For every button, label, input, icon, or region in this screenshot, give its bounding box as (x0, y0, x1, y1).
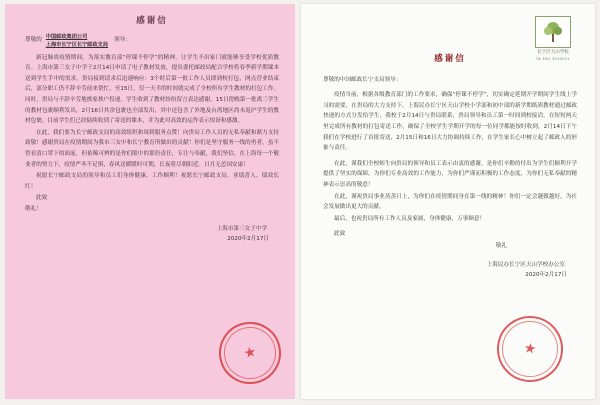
greeting-prefix: 尊敬的 (25, 37, 42, 44)
closing-1: 此致 (334, 231, 346, 238)
red-seal-stamp (213, 316, 287, 390)
recipient-line-1: 中国邮政集团公司 (45, 33, 88, 40)
letter-title: 感谢信 (434, 54, 466, 64)
logo-english: TA FAO SCHOOL (535, 56, 571, 61)
closing-2: 敬礼 (495, 242, 507, 249)
letter-paragraph: 祝愿长宁邮政支局的领导和员工们身体健康，工作顺利！祝愿长宁邮政支局，业绩喜人，绩效长红！ (25, 173, 279, 190)
closing-1: 此致 (36, 195, 48, 202)
letter-paragraph: 在此，谨我们全校师生向贵局的领导和员工表示由衷的感谢，是你们辛勤的付出为学生们顺利开学提供了坚实的保障。为你们专业高效的工作能力，为你们严谨而积极的工作态度，为你们无私奉献的精神表示崇高的敬意！ (323, 160, 577, 188)
signature: 上海民办长宁区天山学校办公室 (486, 261, 565, 268)
date: 2020年2月17日 (227, 235, 269, 242)
logo-name: 长宁区天山学校 (537, 50, 569, 55)
red-seal-stamp (493, 312, 568, 387)
tree-icon (535, 16, 571, 48)
signature: 上海市第三女子中学 (216, 225, 267, 232)
letter-title: 感谢信 (136, 16, 168, 26)
recipient-block (46, 33, 108, 49)
star-icon: ★ (522, 340, 538, 358)
letter-paragraph: 最后，也祝贵局所有工作人员及家属，身体健康，万事顺意！ (334, 215, 486, 222)
greeting (25, 33, 279, 49)
school-logo (527, 16, 579, 61)
letter-paragraph: 在此，谨祝贵局事业蒸蒸日上，为你们在疫情期间身在第一线的精神！你们一定会越做越好，为社会发展做出更大的贡献。 (323, 193, 577, 211)
recipient-line-2: 上海市长宁区长宁邮政支局 (45, 41, 109, 48)
letter-paragraph: 在此，我们要为长宁邮政支局的高效组织和周到服务点赞！向贵局工作人员的无私奉献和鼎力支持致敬！感谢贵局在疫情期间为我市三女中和长宁教育所做出的贡献！你们是坚守服务一线的勇者，虽不曾看清口罩下的面庞，但依稀可辨的是你们眼中的那份责任，专注与奉献，我们坚信，在上海每一个敬业者的努力下，疫情严冬不足惧，春风送暖暖时可期，长夜将尽朝阳近。日月无恙国安康！ (25, 129, 279, 168)
closing-2: 敬礼！ (25, 205, 42, 212)
letter-paragraph: 新冠肺炎疫情期间，为落实教育部“停课不停学”的精神，让学生不出家门就能够享受学校优质教育。上海市第三女子中学于2月14日申请了电子教材发放，提出委托邮政局配合学校将春季新学期课本送到学生手中的需求，贵局接到请求后迅速响应：3个时后第一批工作人员即到校打包，网点营业结束后，部分职工仍不辞辛劳前来帮忙，至15日，仅一天半的时间就完成了全校所有学生教材的打包工作。同时，贵局与不辞辛劳地挨家挨户投递，学生收到了教材纷纷留言表达感谢。15日傍晚第一批离三学生的教材包裹顺利发出，2月16日其余包裹也全部发出，其中还包含了外地及台湾地区尚未返沪学生的教材包裹。目前学生们已经陆续收到了寄送的课本，并为此对高效的运作表示惊讶和感激。 (25, 54, 279, 125)
date: 2020年2月17日 (525, 271, 567, 278)
right-thank-you-letter (301, 4, 595, 399)
letter-paragraph: 疫情当前，根据各级教育部门的工作要求，确保“停课不停学”，切实确定延期开学期间学生线上学习的需要，在贵局的大力支持下，上海民办长宁区天山学校小学部和初中部的新学期纸质教材通过邮政快递的方式分发给学生，我校于2月14日与贵局联系，贵局领导和员工第一时间到校接洽，在短短两天里完成所有教材的打包寄送工作，确保了全校学生学期开学的每一位同学都能按时收到，2月14日下午我们在学校进行了首批寄送，2月15日和16日大力协调持续工作，在学生家长心中树立起了邮政人的形象与责任。 (323, 92, 577, 152)
star-icon: ★ (242, 343, 258, 363)
greeting: 尊敬的中国邮政长宁支局领导： (323, 76, 402, 83)
greeting-suffix: 领导： (114, 37, 131, 44)
left-thank-you-letter (5, 4, 295, 399)
